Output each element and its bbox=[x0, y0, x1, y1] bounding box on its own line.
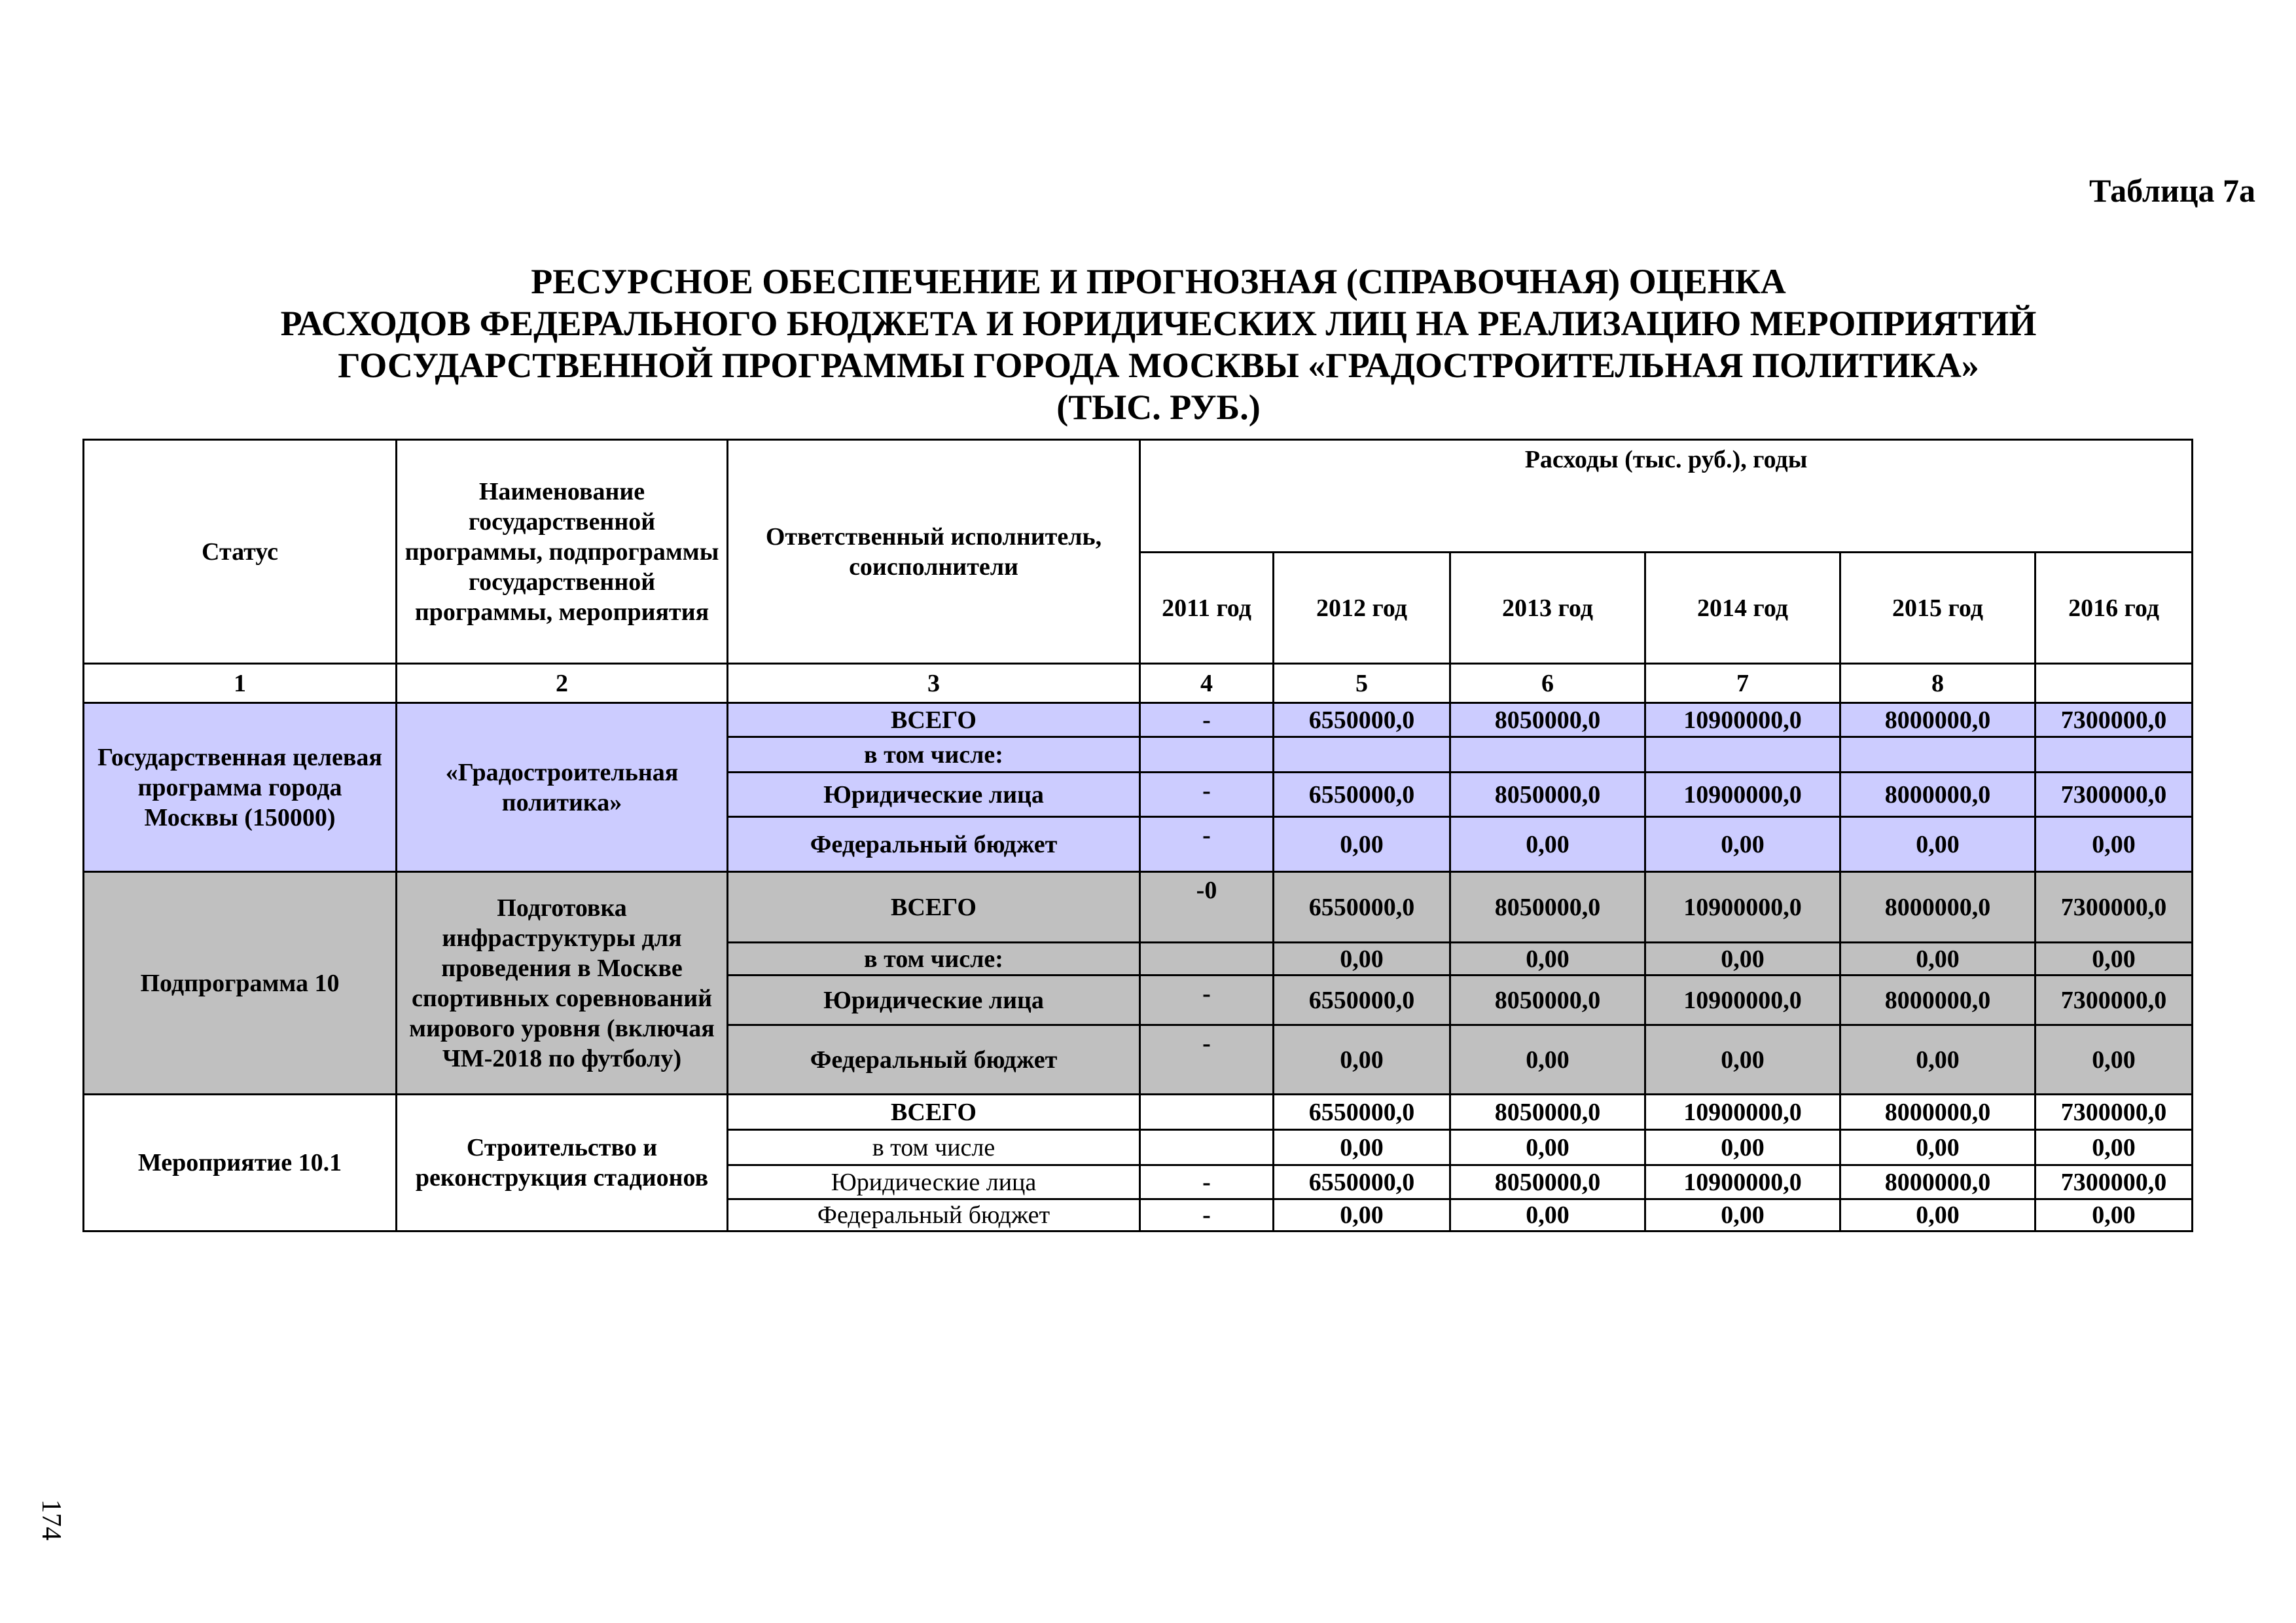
value-cell: 0,00 bbox=[1840, 1025, 2036, 1095]
value-cell bbox=[1140, 1130, 1274, 1165]
value-cell: 8000000,0 bbox=[1840, 872, 2036, 943]
header-executor: Ответственный исполнитель, соисполнители bbox=[728, 440, 1140, 664]
column-number: 5 bbox=[1274, 664, 1450, 703]
value-cell: 6550000,0 bbox=[1274, 773, 1450, 817]
value-cell bbox=[1140, 1095, 1274, 1130]
title-line-4: (ТЫС. РУБ.) bbox=[1056, 388, 1261, 427]
value-cell bbox=[1140, 943, 1274, 976]
value-cell bbox=[1274, 737, 1450, 773]
value-cell: 7300000,0 bbox=[2036, 1165, 2193, 1199]
value-cell: 10900000,0 bbox=[1645, 1165, 1840, 1199]
value-cell: 0,00 bbox=[1840, 1130, 2036, 1165]
value-cell: 0,00 bbox=[2036, 817, 2193, 872]
page-number: 174 bbox=[36, 1499, 66, 1541]
value-cell bbox=[1645, 737, 1840, 773]
column-number: 8 bbox=[1840, 664, 2036, 703]
status-cell: Государственная целевая программа города Москвы (150000) bbox=[84, 703, 397, 872]
column-number: 6 bbox=[1450, 664, 1645, 703]
row-label: в том числе: bbox=[728, 943, 1140, 976]
value-cell: 0,00 bbox=[1274, 1199, 1450, 1231]
value-cell: 10900000,0 bbox=[1645, 703, 1840, 737]
column-number: 4 bbox=[1140, 664, 1274, 703]
value-cell: - bbox=[1140, 1025, 1274, 1095]
value-cell: - bbox=[1140, 976, 1274, 1025]
value-cell: - bbox=[1140, 773, 1274, 817]
header-year: 2013 год bbox=[1450, 553, 1645, 664]
column-number: 1 bbox=[84, 664, 397, 703]
expenses-table bbox=[82, 439, 2193, 1232]
header-row-1 bbox=[84, 440, 2193, 553]
value-cell: - bbox=[1140, 703, 1274, 737]
header-status: Статус bbox=[84, 440, 397, 664]
value-cell: 0,00 bbox=[2036, 1025, 2193, 1095]
value-cell: 10900000,0 bbox=[1645, 872, 1840, 943]
value-cell: 10900000,0 bbox=[1645, 976, 1840, 1025]
value-cell bbox=[1140, 737, 1274, 773]
row-label: ВСЕГО bbox=[728, 872, 1140, 943]
value-cell: 0,00 bbox=[1645, 1025, 1840, 1095]
header-year: 2015 год bbox=[1840, 553, 2036, 664]
value-cell: 8000000,0 bbox=[1840, 1095, 2036, 1130]
value-cell: 0,00 bbox=[1645, 1199, 1840, 1231]
value-cell: 0,00 bbox=[1450, 1130, 1645, 1165]
value-cell: 6550000,0 bbox=[1274, 976, 1450, 1025]
value-cell: 0,00 bbox=[1274, 1130, 1450, 1165]
row-label: Юридические лица bbox=[728, 773, 1140, 817]
value-cell: 10900000,0 bbox=[1645, 1095, 1840, 1130]
value-cell: 6550000,0 bbox=[1274, 1095, 1450, 1130]
value-cell: -0 bbox=[1140, 872, 1274, 943]
value-cell: 8050000,0 bbox=[1450, 703, 1645, 737]
document-title bbox=[164, 261, 2153, 428]
value-cell: 7300000,0 bbox=[2036, 976, 2193, 1025]
row-label: Юридические лица bbox=[728, 1165, 1140, 1199]
value-cell: 0,00 bbox=[1450, 817, 1645, 872]
value-cell: - bbox=[1140, 1165, 1274, 1199]
value-cell: 0,00 bbox=[1450, 1199, 1645, 1231]
row-label: Федеральный бюджет bbox=[728, 817, 1140, 872]
value-cell bbox=[1450, 737, 1645, 773]
header-year: 2012 год bbox=[1274, 553, 1450, 664]
row-label: Федеральный бюджет bbox=[728, 1199, 1140, 1231]
value-cell: 0,00 bbox=[2036, 1199, 2193, 1231]
column-number: 3 bbox=[728, 664, 1140, 703]
status-cell: Подпрограмма 10 bbox=[84, 872, 397, 1095]
value-cell: 8000000,0 bbox=[1840, 1165, 2036, 1199]
program-name-cell: Подготовка инфраструктуры для проведения в Москве спортивных соревнований мирового уровня (включая ЧМ-2018 по футболу) bbox=[397, 872, 728, 1095]
column-number: 7 bbox=[1645, 664, 1840, 703]
title-line-3: ГОСУДАРСТВЕННОЙ ПРОГРАММЫ ГОРОДА МОСКВЫ «ГРАДОСТРОИТЕЛЬНАЯ ПОЛИТИКА» bbox=[338, 346, 1979, 385]
row-label: в том числе bbox=[728, 1130, 1140, 1165]
row-label: ВСЕГО bbox=[728, 1095, 1140, 1130]
column-number bbox=[2036, 664, 2193, 703]
row-label: в том числе: bbox=[728, 737, 1140, 773]
value-cell: 8050000,0 bbox=[1450, 976, 1645, 1025]
value-cell: 0,00 bbox=[1450, 943, 1645, 976]
value-cell: 7300000,0 bbox=[2036, 773, 2193, 817]
header-year: 2016 год bbox=[2036, 553, 2193, 664]
value-cell: 0,00 bbox=[1645, 817, 1840, 872]
value-cell: 0,00 bbox=[1274, 943, 1450, 976]
value-cell: 0,00 bbox=[1840, 817, 2036, 872]
header-year: 2014 год bbox=[1645, 553, 1840, 664]
title-line-1: РЕСУРСНОЕ ОБЕСПЕЧЕНИЕ И ПРОГНОЗНАЯ (СПРАВОЧНАЯ) ОЦЕНКА bbox=[531, 262, 1786, 301]
value-cell: 7300000,0 bbox=[2036, 1095, 2193, 1130]
value-cell: - bbox=[1140, 817, 1274, 872]
value-cell: 7300000,0 bbox=[2036, 703, 2193, 737]
value-cell: 0,00 bbox=[1645, 943, 1840, 976]
column-number: 2 bbox=[397, 664, 728, 703]
value-cell: 6550000,0 bbox=[1274, 872, 1450, 943]
value-cell: 6550000,0 bbox=[1274, 703, 1450, 737]
value-cell: 8050000,0 bbox=[1450, 773, 1645, 817]
row-label: ВСЕГО bbox=[728, 703, 1140, 737]
value-cell: 8050000,0 bbox=[1450, 872, 1645, 943]
value-cell: 8000000,0 bbox=[1840, 703, 2036, 737]
value-cell: 10900000,0 bbox=[1645, 773, 1840, 817]
value-cell: 7300000,0 bbox=[2036, 872, 2193, 943]
row-label: Федеральный бюджет bbox=[728, 1025, 1140, 1095]
value-cell: 0,00 bbox=[1274, 1025, 1450, 1095]
table-row bbox=[84, 1095, 2193, 1130]
value-cell: 0,00 bbox=[1450, 1025, 1645, 1095]
header-row-numbers bbox=[84, 664, 2193, 703]
value-cell: - bbox=[1140, 1199, 1274, 1231]
table-label: Таблица 7а bbox=[2089, 172, 2255, 209]
header-name: Наименование государственной программы, подпрограммы государственной программы, мероприятия bbox=[397, 440, 728, 664]
value-cell: 0,00 bbox=[1274, 817, 1450, 872]
value-cell: 0,00 bbox=[1840, 943, 2036, 976]
table-row bbox=[84, 872, 2193, 943]
value-cell: 0,00 bbox=[1840, 1199, 2036, 1231]
value-cell: 8050000,0 bbox=[1450, 1095, 1645, 1130]
header-expenses: Расходы (тыс. руб.), годы bbox=[1140, 440, 2193, 553]
value-cell: 0,00 bbox=[1645, 1130, 1840, 1165]
value-cell: 8050000,0 bbox=[1450, 1165, 1645, 1199]
program-name-cell: Строительство и реконструкция стадионов bbox=[397, 1095, 728, 1231]
status-cell: Мероприятие 10.1 bbox=[84, 1095, 397, 1231]
value-cell: 0,00 bbox=[2036, 943, 2193, 976]
program-name-cell: «Градостроительная политика» bbox=[397, 703, 728, 872]
row-label: Юридические лица bbox=[728, 976, 1140, 1025]
value-cell bbox=[1840, 737, 2036, 773]
value-cell: 8000000,0 bbox=[1840, 976, 2036, 1025]
title-line-2: РАСХОДОВ ФЕДЕРАЛЬНОГО БЮДЖЕТА И ЮРИДИЧЕСКИХ ЛИЦ НА РЕАЛИЗАЦИЮ МЕРОПРИЯТИЙ bbox=[280, 304, 2037, 343]
value-cell bbox=[2036, 737, 2193, 773]
value-cell: 6550000,0 bbox=[1274, 1165, 1450, 1199]
header-year: 2011 год bbox=[1140, 553, 1274, 664]
value-cell: 8000000,0 bbox=[1840, 773, 2036, 817]
table-row bbox=[84, 703, 2193, 737]
value-cell: 0,00 bbox=[2036, 1130, 2193, 1165]
